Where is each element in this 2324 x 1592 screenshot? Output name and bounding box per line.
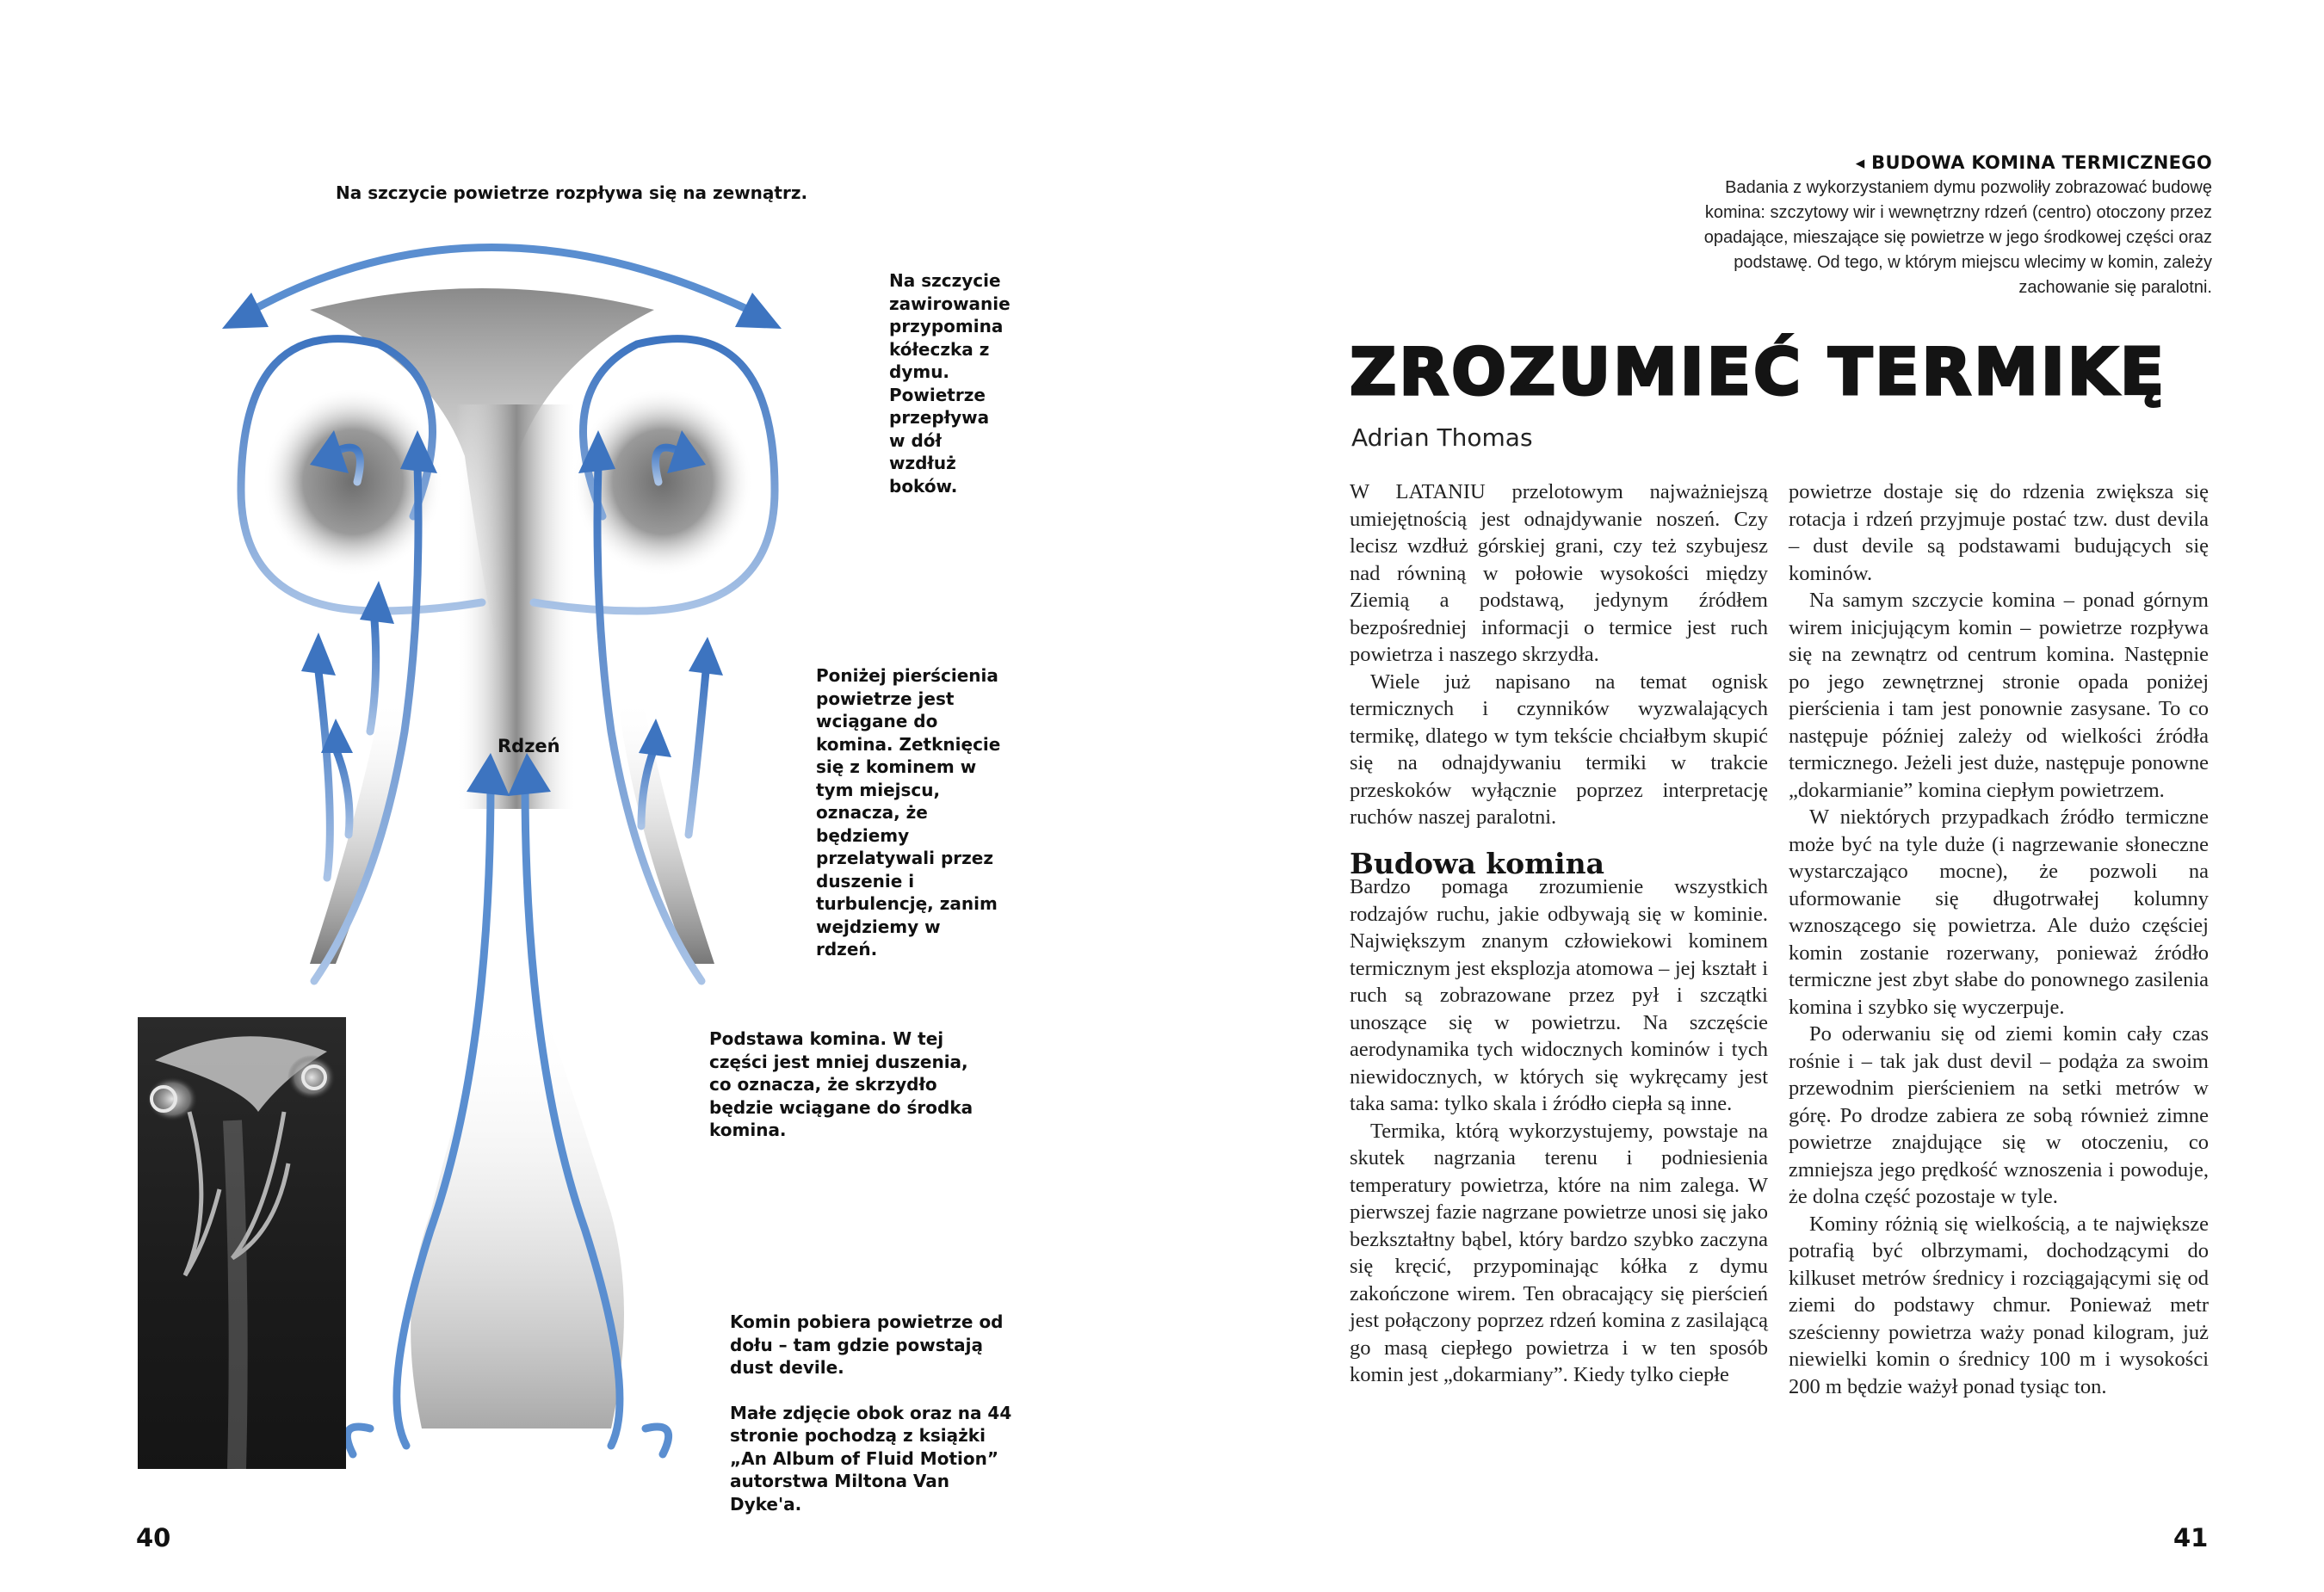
intake-text: Komin pobiera powietrze od dołu – tam gdzie powstają dust devile. — [730, 1311, 1004, 1378]
left-inflow-arrow-1 — [318, 671, 330, 878]
paragraph: Kominy różnią się wielkością, a te największe potrafią być olbrzymami, dochodzącymi do kilkuset metrów średnicy i rozciągającymi się od ziemi do podstawy chmur. Ponieważ metr sześcienny powietrza waży ponad kilogram, już niewielki komin o średnicy 100 m i wysokości 200 m będzie ważył ponad tysiąc ton. — [1789, 1212, 2209, 1398]
page-number-left: 40 — [136, 1523, 171, 1552]
paragraph: Bardzo pomaga zrozumienie wszystkich rodzajów ruchu, jakie odbywają się w kominie. Największym znanym człowiekowi kominem termicznym jest eksplozja atomowa – jej kształt i ruch są zobrazowane przez pył i szczątki unoszące się w powietrzu. Na szczęście aerodynamika tych widocznych kominów i tych niewidocznych, w których się wykręcamy jest taka sama: tylko skala i źródło ciepła są inne. — [1350, 875, 1768, 1115]
base-smoke — [411, 1007, 624, 1428]
smoke-ring-photo — [138, 1017, 346, 1469]
figure-caption — [1687, 151, 2212, 300]
arrowhead-right-inflow-1 — [689, 637, 723, 676]
intake-annotation — [730, 1311, 1014, 1515]
arrowhead-left-top — [222, 293, 269, 329]
core-label: Rdzeń — [498, 736, 560, 756]
section-heading: Budowa komina — [1350, 846, 1604, 880]
arrowhead-left-inflow-2 — [360, 581, 394, 624]
top-annotation: Na szczycie powietrze rozpływa się na zewnątrz. — [336, 182, 808, 203]
vortex-annotation: Na szczycie zawirowanie przypomina kółeczka z dymu. Powietrze przepływa w dół wzdłuż boków. — [889, 270, 1011, 497]
left-inflow-arrow-3 — [336, 749, 349, 835]
paragraph: W niektórych przypadkach źródło termiczne może być na tyle duże (i nagrzewanie słoneczne wystarczająco mocne), że pozwoli na uformowanie się długotrwałej kolumny wznoszącego się powietrza. Ale dużo częściej komin zostanie rozerwany, ponieważ źródło termiczne jest zbyt słabe do ponownego zasilenia komina i szybko się wyczerpuje. — [1789, 805, 2209, 1019]
article-author: Adrian Thomas — [1351, 423, 1533, 452]
base-annotation: Podstawa komina. W tej części jest mniej duszenia, co oznacza, że skrzydło będzie wciągane do środka komina. — [709, 1028, 973, 1140]
paragraph: Wiele już napisano na temat ognisk termicznych i czynników wyzwalających termikę, dlatego w tym tekście chciałbym skupić się na odnajdywaniu termiki w trakcie przeskoków wyłącznie poprzez interpretację ruchów naszej paralotni. — [1350, 670, 1768, 829]
caption-title: ◂ BUDOWA KOMINA TERMICZNEGO — [1855, 152, 2212, 173]
left-inflow-arrow-2 — [370, 620, 376, 731]
page-number-right: 41 — [2173, 1523, 2209, 1552]
paragraph: Po oderwaniu się od ziemi komin cały czas rośnie i – tak jak dust devil – podąża za swoim przewodnim pierścieniem na setki metrów w górę. Po drodze zabiera ze sobą również zimne powietrze znajdujące się w otoczeniu, co zmniejsza jego prędkość wznoszenia i powoduje, że dolna część pozostaje w tyle. — [1789, 1022, 2209, 1208]
paragraph: Termika, którą wykorzystujemy, powstaje na skutek nagrzania terenu i podniesienia temperatury powietrza, które na nim zalega. W pierwszej fazie nagrzane powietrze unosi się jako bezkształtny bąbel, który bardzo szybko zaczyna się kręcić, przypominając kółka z dymu zakończone wirem. Ten obracający się pierścień jest połączony poprzez rdzeń komina z zasilającą go masą ciepłego powietrza i w ten sposób komin jest „dokarmiany”. Kiedy tylko ciepłe — [1350, 1119, 1768, 1386]
paragraph: W LATANIU przelotowym najważniejszą umiejętnością jest odnajdywanie noszeń. Czy lecisz wzdłuż górskiej grani, czy też szybujesz nad równiną w połowie wysokości między Ziemią a podstawą, jedynym źródłem bezpośredniej informacji o termice jest ruch powietrza i naszego skrzydła. — [1350, 480, 1768, 666]
below-ring-annotation: Poniżej pierścienia powietrze jest wciągane do komina. Zetknięcie się z kominem w tym miejscu, oznacza, że będziemy przelatywali przez duszenie i turbulencję, zanim wejdziemy w rdzeń. — [816, 665, 1001, 960]
right-curl-arrow — [646, 1427, 669, 1454]
paragraph: Na samym szczycie komina – ponad górnym wirem inicjującym komin – powietrze rozpływa się na zewnątrz od centrum komina. Następnie po jego zewnętrznej stronie opada poniżej pierścienia i tam jest ponownie zasysane. To co następuje później zależy od wielkości źródła termicznego. Jeżeli jest duże, następuje ponowne „dokarmianie” komina ciepłym powietrzem. — [1789, 589, 2209, 802]
article-column-left — [1350, 478, 1768, 1389]
arrowhead-left-inflow-1 — [301, 632, 336, 676]
article-column-right — [1789, 478, 2209, 1400]
paragraph: powietrze dostaje się do rdzenia zwiększa się rotacja i rdzeń przyjmuje postać tzw. dust devila – dust devile są podstawami budujących się kominów. — [1789, 480, 2209, 585]
left-curl-arrow — [347, 1427, 370, 1454]
photo-credit-text: Małe zdjęcie obok oraz na 44 stronie pochodzą z książki „An Album of Fluid Motion” autorstwa Miltona Van Dyke'a. — [730, 1402, 1012, 1515]
right-inflow-arrow-1 — [689, 671, 706, 835]
article-title: ZROZUMIEĆ TERMIKĘ — [1350, 334, 2167, 410]
caption-text: Badania z wykorzystaniem dymu pozwoliły zobrazować budowę komina: szczytowy wir i wewnętrzny rdzeń (centro) otoczony przez opadające, mieszające się powietrze w jego środkowej części oraz podstawę. Od tego, w którym miejscu wlecimy w komin, zależy zachowanie się paralotni. — [1703, 178, 2212, 297]
